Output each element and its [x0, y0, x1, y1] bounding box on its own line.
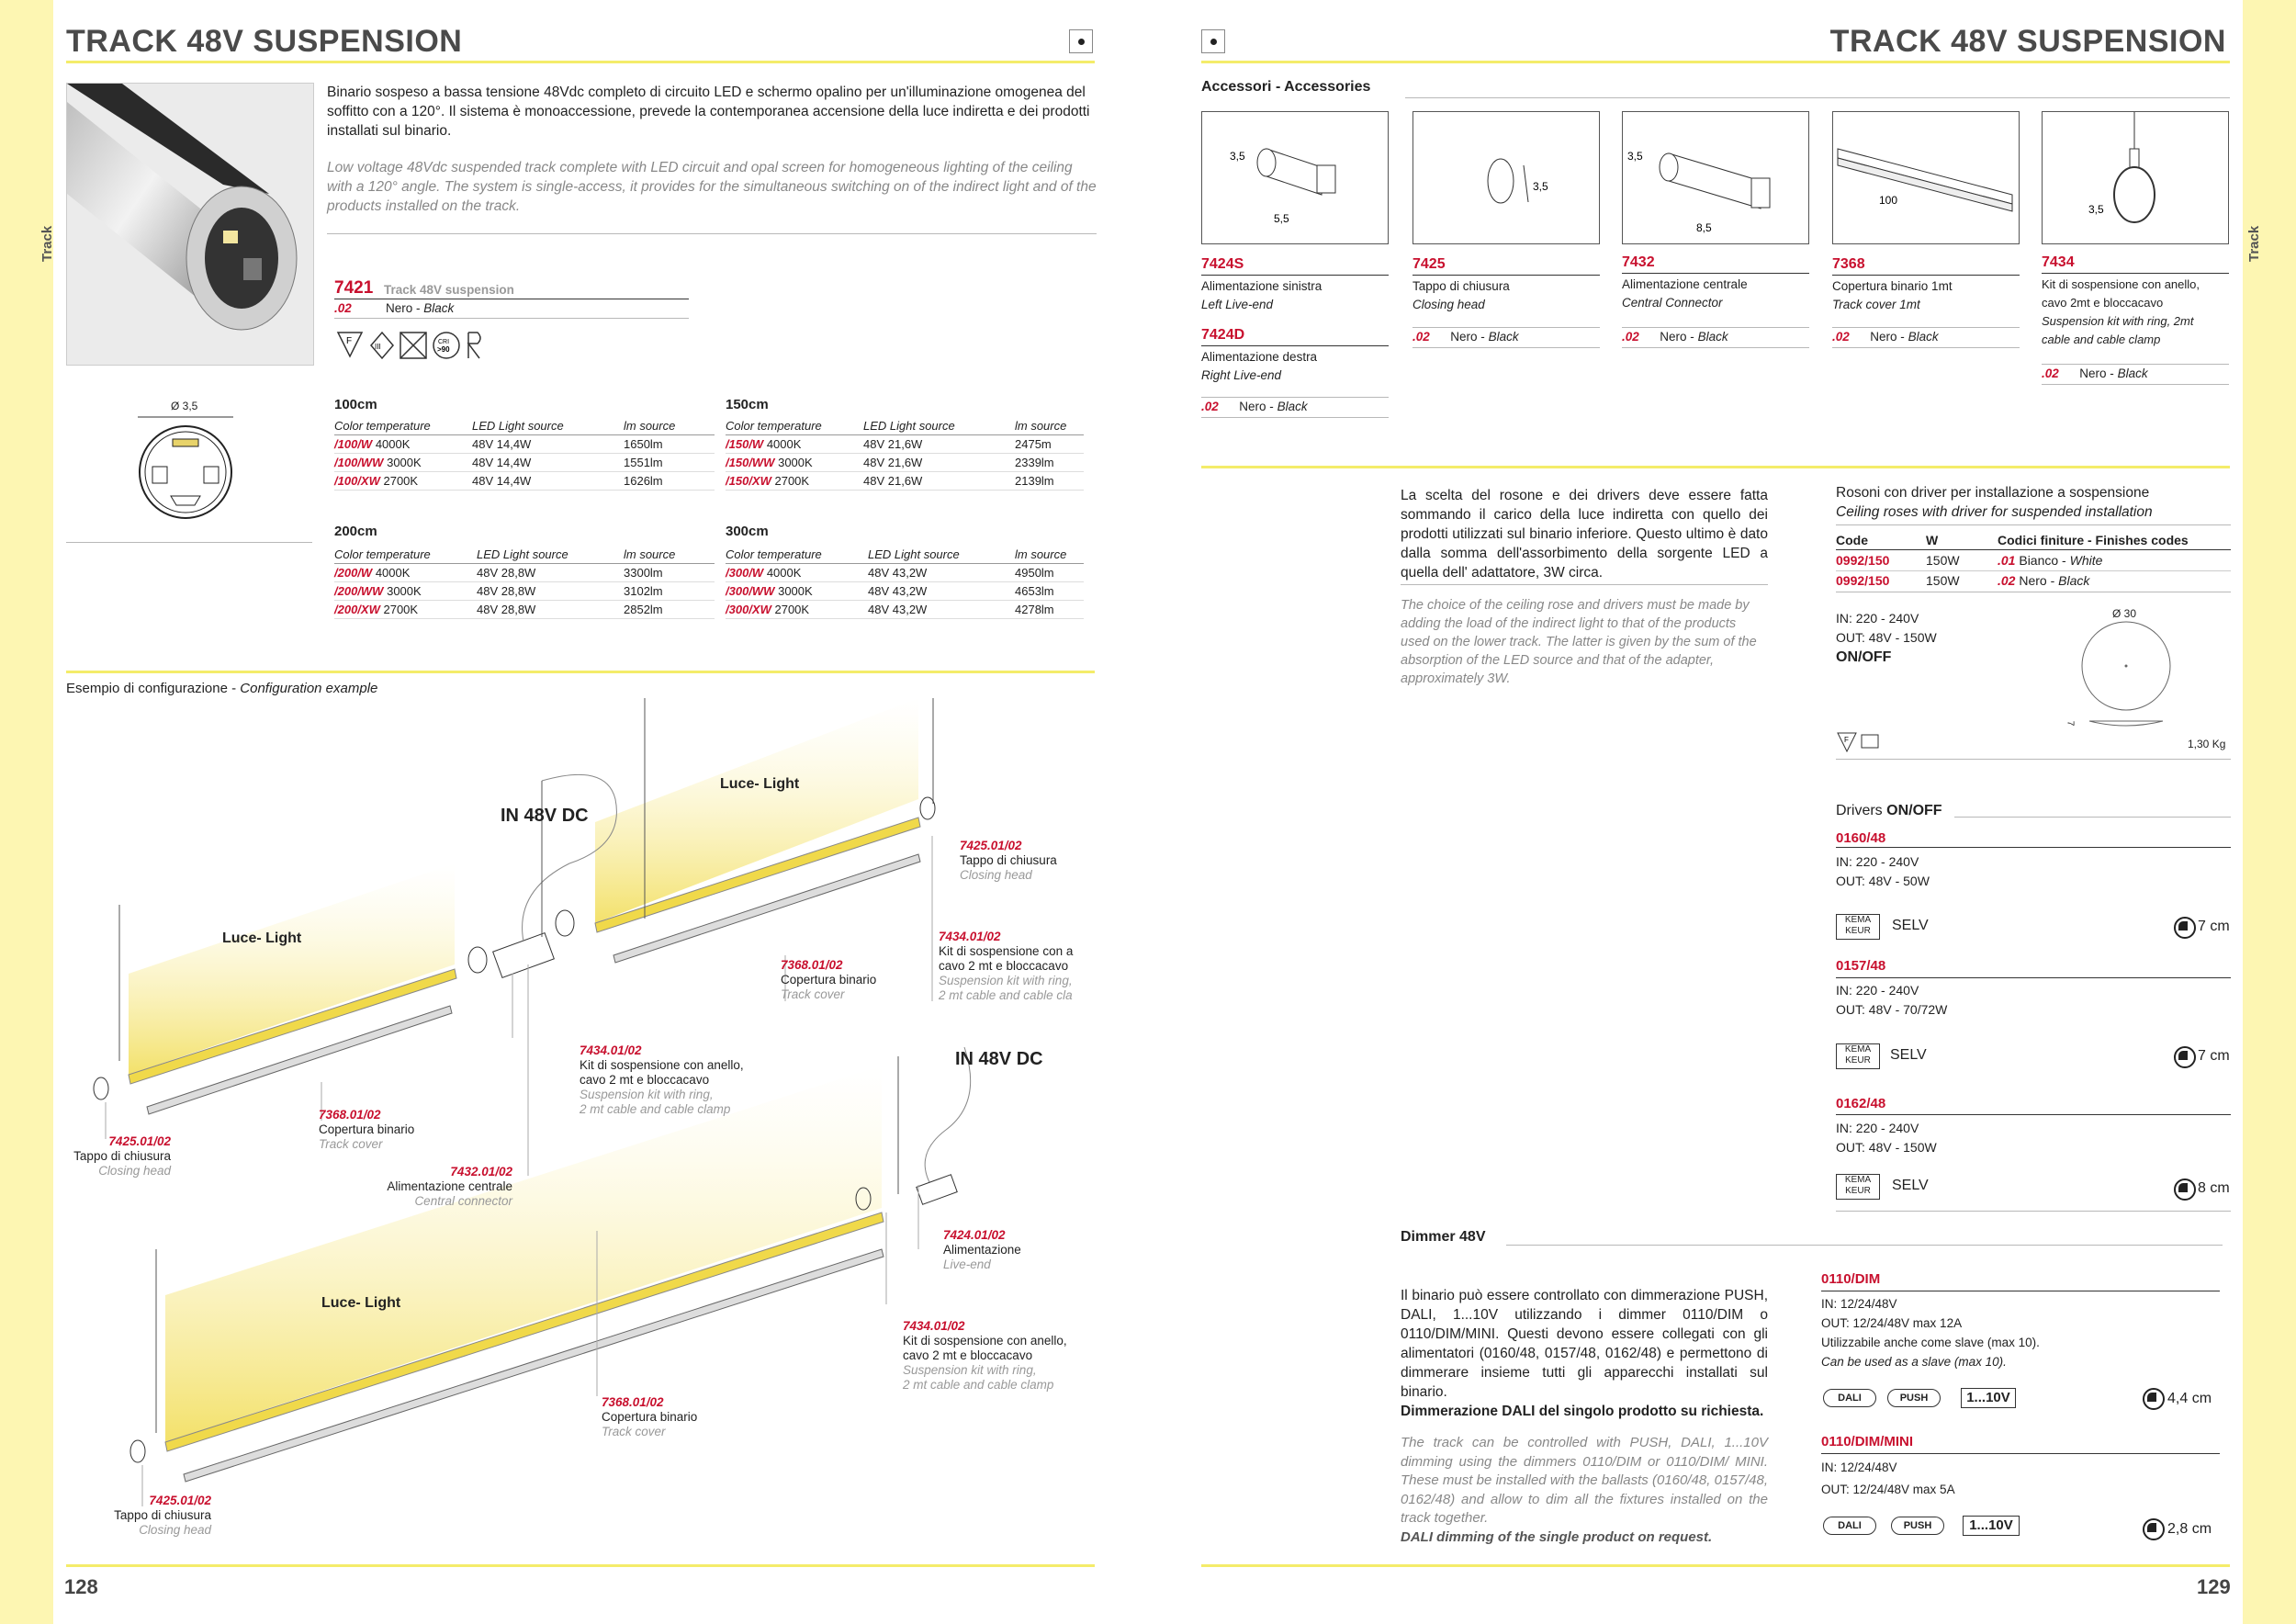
table-150-title: 150cm [726, 397, 769, 412]
card-rule [1622, 273, 1809, 274]
input-label-top: IN 48V DC [501, 806, 589, 826]
table-150: Color temperature LED Light source lm source /150/W 4000K 48V 21,6W 2475m /150/WW 3000K 48V 21,6W 2339lm /150/XW 2700K 48V 21,6W 2139lm [726, 417, 1084, 491]
table-200-title: 200cm [334, 524, 377, 539]
card-7424-finish: .02 Nero - Black [1201, 400, 1308, 413]
label-7424: 7424.01/02 Alimentazione Live-end [943, 1228, 1021, 1271]
label-7368-left: 7368.01/02 Copertura binario Track cover [319, 1108, 415, 1151]
product-code: 7421 [334, 278, 374, 298]
config-heading: Esempio di configurazione - Configuration example [66, 681, 378, 696]
product-photo [66, 83, 314, 366]
left-footer-rule [66, 1564, 1095, 1567]
rose-header-rule [1836, 549, 2231, 550]
left-page-number: 128 [64, 1575, 98, 1598]
rose-weight: 1,30 Kg [2188, 738, 2226, 750]
rose-header-w: W [1926, 533, 1939, 547]
driver-2-specs: IN: 220 - 240V OUT: 48V - 70/72W [1836, 983, 1948, 1017]
label-7434-middle: 7434.01/02 Kit di sospensione con anello, cavo 2 mt e bloccacavo Suspension kit with ring, 2 mt cable and cable clamp [580, 1043, 744, 1116]
size-icon [2143, 1518, 2165, 1540]
driver-1-code: 0160/48 [1836, 830, 1886, 846]
rose-cert-icons [1836, 729, 1891, 755]
table-300-title: 300cm [726, 524, 769, 539]
left-side-tab-label: Track [39, 225, 55, 262]
dimmer-heading-rule [1506, 1245, 2223, 1246]
card-7424 [1201, 111, 1389, 244]
card-7368-code: 7368 [1832, 256, 1865, 272]
size-icon [2174, 1179, 2196, 1201]
card-7434-code: 7434 [2042, 254, 2075, 270]
rose-text-italian: La scelta del rosone e dei drivers deve essere fatta sommando il carico della luce indiretta con quello dei prodotti utilizzati sul binario inferiore. Questo ultimo è dato dalla somma dell'assorbimento della sorgente LED a quella dell' adattatore, 3W circa. [1401, 488, 1768, 581]
right-page-title: TRACK 48V SUSPENSION [1829, 24, 2226, 59]
card-7424d-code: 7424D [1201, 327, 1245, 343]
card-rule [1201, 345, 1389, 346]
accessories-rule [1405, 97, 2230, 98]
dimmer-1-specs: IN: 12/24/48V OUT: 12/24/48V max 12A Utilizzabile anche come slave (max 10). Can be used as a slave (max 10). [1821, 1297, 2040, 1369]
table-row: 0992/150 150W .02 Nero - Black [1836, 570, 2231, 591]
kema-keur-icon: KEMA KEUR [1836, 914, 1880, 940]
card-7432-finish: .02 Nero - Black [1622, 330, 1728, 344]
table-row: /150/WW 3000K 48V 21,6W 2339lm [726, 454, 1084, 472]
table-row: /100/XW 2700K 48V 14,4W 1626lm [334, 472, 715, 491]
config-rule [66, 671, 1095, 673]
label-7368-bottom: 7368.01/02 Copertura binario Track cover [602, 1395, 698, 1438]
card-rule [2042, 384, 2229, 385]
table-row: /200/W 4000K 48V 28,8W 3300lm [334, 564, 715, 582]
card-7368 [1832, 111, 2020, 244]
driver-3-code: 0162/48 [1836, 1096, 1886, 1111]
dimmer-2-size: 2,8 cm [2167, 1521, 2212, 1537]
finish-rule [334, 318, 689, 319]
dimmer-1-code: 0110/DIM [1821, 1271, 1881, 1287]
rose-rows [1836, 551, 2231, 591]
driver-2-size: 7 cm [2198, 1048, 2230, 1064]
input-label-bottom: IN 48V DC [955, 1049, 1043, 1069]
size-icon [2143, 1388, 2165, 1410]
dali-badge: DALI [1823, 1517, 1876, 1535]
rose-height: 7 [2065, 720, 2076, 727]
label-7425-top: 7425.01/02 Tappo di chiusura Closing head [960, 839, 1057, 882]
dimmer-text-italian: Il binario può essere controllato con dimmerazione PUSH, DALI, 1...10V utilizzando i dimmer 0110/DIM o 0110/DIM/MINI. Questi devono essere collegati con gli alimentatori (0160/48, 0157/48, 0162/48) e permettono di dimmerare insieme tutti gli apparecchi installati sul binario. Dimmerazione DALI del singolo prodotto su richiesta. [1401, 1288, 1768, 1419]
push-badge: PUSH [1891, 1517, 1944, 1535]
table-300: Color temperature LED Light source lm source /300/W 4000K 48V 43,2W 4950lm /300/WW 3000K 48V 43,2W 4653lm /300/XW 2700K 48V 43,2W 4278lm [726, 546, 1084, 619]
label-7425-bottom: 7425.01/02 Tappo di chiusura Closing head [114, 1494, 211, 1537]
card-7425-text: Tappo di chiusura Closing head [1412, 279, 1510, 311]
label-7434-bottom: 7434.01/02 Kit di sospensione con anello, cavo 2 mt e bloccacavo Suspension kit with ring, 2 mt cable and cable clamp [903, 1319, 1067, 1392]
driver-2-selv: SELV [1890, 1047, 1927, 1063]
label-7425-left: 7425.01/02 Tappo di chiusura Closing head [73, 1134, 171, 1178]
kema-keur-icon: KEMA KEUR [1836, 1174, 1880, 1200]
svg-text:8,5: 8,5 [1696, 221, 1712, 234]
dimmer-1-size: 4,4 cm [2167, 1391, 2212, 1406]
driver-3-size: 8 cm [2198, 1180, 2230, 1196]
f-mark-icon: F [346, 336, 353, 346]
driver-rule [1836, 847, 2231, 848]
section-label: Ø 3,5 [171, 400, 198, 412]
dimmer-rule [1821, 1453, 2220, 1454]
card-7425 [1412, 111, 1600, 244]
card-7424s-text: Alimentazione sinistra Left Live-end [1201, 279, 1322, 311]
card-7368-text: Copertura binario 1mt Track cover 1mt [1832, 279, 1953, 311]
rose-drawing [2080, 620, 2190, 735]
card-7425-finish: .02 Nero - Black [1412, 330, 1519, 344]
drivers-bottom-rule [1836, 1211, 2231, 1212]
rose-title-rule [1836, 524, 2231, 525]
card-7432 [1622, 111, 1809, 244]
table-row: /200/XW 2700K 48V 28,8W 2852lm [334, 601, 715, 619]
product-finish: Nero - Black [386, 301, 455, 315]
push-badge: PUSH [1887, 1389, 1941, 1407]
card-7368-finish: .02 Nero - Black [1832, 330, 1939, 344]
certification-icons [334, 329, 500, 362]
card-7424s-code: 7424S [1201, 256, 1244, 272]
intro-italian: Binario sospeso a bassa tensione 48Vdc completo di circuito LED e schermo opalino per un'illuminazione omogenea del soffitto con a 120°. Il sistema è monoaccessione, prevede la contemporanea accensione della luce indiretta e dei prodotti installati sul binario. [327, 85, 1090, 139]
rose-bottom-rule [1836, 759, 2231, 760]
card-rule [1201, 275, 1389, 276]
rose-text-rule [1401, 584, 1768, 585]
svg-text:CRI: CRI [438, 339, 450, 345]
table-row: /150/XW 2700K 48V 21,6W 2139lm [726, 472, 1084, 491]
kema-keur-icon: KEMA KEUR [1836, 1043, 1880, 1069]
card-rule [2042, 273, 2229, 274]
driver-3-specs: IN: 220 - 240V OUT: 48V - 150W [1836, 1121, 1937, 1155]
product-finish-code: .02 [334, 301, 352, 315]
svg-text:III: III [375, 343, 381, 351]
driver-1-size: 7 cm [2198, 919, 2230, 934]
card-rule [1832, 275, 2020, 276]
right-marker-icon [1201, 29, 1225, 53]
intro-rule [327, 233, 1097, 234]
driver-3-selv: SELV [1892, 1178, 1929, 1193]
left-title-rule [66, 61, 1095, 63]
left-marker-icon [1069, 29, 1093, 53]
table-row: 0992/150 150W .01 Bianco - White [1836, 553, 2103, 568]
card-7434-finish: .02 Nero - Black [2042, 367, 2148, 380]
right-footer-rule [1201, 1564, 2230, 1567]
light-label-left: Luce- Light [222, 930, 302, 946]
svg-text:3,5: 3,5 [1230, 150, 1245, 163]
size-icon [2174, 917, 2196, 939]
card-rule [1832, 347, 2020, 348]
accessories-heading: Accessori - Accessories [1201, 79, 1371, 95]
right-page-number: 129 [2197, 1575, 2231, 1598]
driver-1-specs: IN: 220 - 240V OUT: 48V - 50W [1836, 854, 1930, 888]
card-7425-code: 7425 [1412, 256, 1446, 272]
rose-specs: IN: 220 - 240V OUT: 48V - 150W ON/OFF [1836, 611, 1937, 665]
one-to-ten-volt-badge: 1...10V [1961, 1388, 2016, 1408]
table-row: /200/WW 3000K 48V 28,8W 3102lm [334, 582, 715, 601]
rose-title-english: Ceiling roses with driver for suspended installation [1836, 504, 2153, 520]
size-icon [2174, 1046, 2196, 1068]
drivers-heading: Drivers ON/OFF [1836, 803, 1942, 818]
rose-title-italian: Rosoni con driver per installazione a sospensione [1836, 485, 2150, 501]
drivers-heading-rule [1954, 817, 2231, 818]
section-rule [66, 542, 312, 543]
rose-text-english: The choice of the ceiling rose and drivers must be made by adding the load of the indirect light to that of the products used on the lower track. The latter is given by the sum of the absorption of the LED source and that of the adapter, approximately 3W. [1401, 598, 1757, 686]
svg-text:>90: >90 [437, 345, 450, 354]
table-row: /100/W 4000K 48V 14,4W 1650lm [334, 435, 715, 454]
right-title-rule [1201, 61, 2230, 63]
table-row: /150/W 4000K 48V 21,6W 2475m [726, 435, 1084, 454]
right-side-tab-label: Track [2246, 225, 2262, 262]
svg-text:F: F [1844, 736, 1849, 744]
table-row: /300/W 4000K 48V 43,2W 4950lm [726, 564, 1084, 582]
driver-1-selv: SELV [1892, 918, 1929, 933]
card-rule [1412, 275, 1600, 276]
one-to-ten-volt-badge: 1...10V [1963, 1516, 2020, 1536]
table-200: Color temperature LED Light source lm source /200/W 4000K 48V 28,8W 3300lm /200/WW 3000K 48V 28,8W 3102lm /200/XW 2700K 48V 28,8W 2852lm [334, 546, 715, 619]
rose-header-finish: Codici finiture - Finishes codes [1998, 533, 2189, 547]
light-label-bottom: Luce- Light [321, 1295, 401, 1311]
table-row: /300/XW 2700K 48V 43,2W 4278lm [726, 601, 1084, 619]
dimmer-heading: Dimmer 48V [1401, 1229, 1486, 1245]
rose-diameter: Ø 30 [2112, 607, 2137, 620]
light-label-top: Luce- Light [720, 776, 800, 792]
right-mid-rule [1201, 466, 2230, 468]
dali-badge: DALI [1823, 1389, 1876, 1407]
label-7432: 7432.01/02 Alimentazione centrale Central connector [387, 1165, 512, 1208]
svg-text:5,5: 5,5 [1274, 212, 1289, 225]
svg-text:3,5: 3,5 [2088, 203, 2104, 216]
dimmer-2-code: 0110/DIM/MINI [1821, 1434, 1914, 1449]
card-rule [1412, 347, 1600, 348]
svg-text:3,5: 3,5 [1533, 180, 1548, 193]
table-row: /100/WW 3000K 48V 14,4W 1551lm [334, 454, 715, 472]
driver-rule [1836, 1114, 2231, 1115]
table-100-title: 100cm [334, 397, 377, 412]
configuration-diagram [55, 698, 1102, 1562]
left-page-title: TRACK 48V SUSPENSION [66, 24, 463, 59]
card-7434-text: Kit di sospensione con anello, cavo 2mt e bloccacavo Suspension kit with ring, 2mt cable and cable clamp [2042, 277, 2200, 346]
driver-2-code: 0157/48 [1836, 958, 1886, 974]
card-rule [1622, 347, 1809, 348]
label-7434-top: 7434.01/02 Kit di sospensione con a cavo 2 mt e bloccacavo Suspension kit with ring, 2 mt cable and cable cla [939, 930, 1074, 1002]
dimmer-2-specs: IN: 12/24/48V OUT: 12/24/48V max 5A [1821, 1460, 1955, 1496]
svg-text:3,5: 3,5 [1627, 150, 1643, 163]
card-rule [1201, 417, 1389, 418]
card-7434 [2042, 111, 2229, 244]
intro-english: Low voltage 48Vdc suspended track complete with LED circuit and opal screen for homogeneous lighting of the ceiling with a 120° angle. The system is single-access, it provides for the simultaneous switching on of the indirect light and of the products installed on the track. [327, 160, 1097, 214]
driver-rule [1836, 977, 2231, 978]
table-100: Color temperature LED Light source lm source /100/W 4000K 48V 14,4W 1650lm /100/WW 3000K 48V 14,4W 1551lm /100/XW 2700K 48V 14,4W 1626lm [334, 417, 715, 491]
card-7432-text: Alimentazione centrale Central Connector [1622, 277, 1748, 310]
card-7424d-text: Alimentazione destra Right Live-end [1201, 350, 1318, 382]
dimmer-text-english: The track can be controlled with PUSH, DALI, 1...10V dimming using the dimmers 0110/DIM or 0110/DIM/ MINI. These must be installed with the ballasts (0160/48, 0157/48, 0162/48) and allow to dim all the fixtures installed on the track together. DALI dimming of the single product on request. [1401, 1435, 1768, 1545]
label-7368-top: 7368.01/02 Copertura binario Track cover [781, 958, 877, 1001]
product-name: Track 48V suspension [384, 283, 514, 297]
table-row: /300/WW 3000K 48V 43,2W 4653lm [726, 582, 1084, 601]
section-drawing [134, 413, 237, 524]
rose-header-code: Code [1836, 533, 1868, 547]
card-7432-code: 7432 [1622, 254, 1655, 270]
svg-text:100: 100 [1879, 194, 1898, 207]
